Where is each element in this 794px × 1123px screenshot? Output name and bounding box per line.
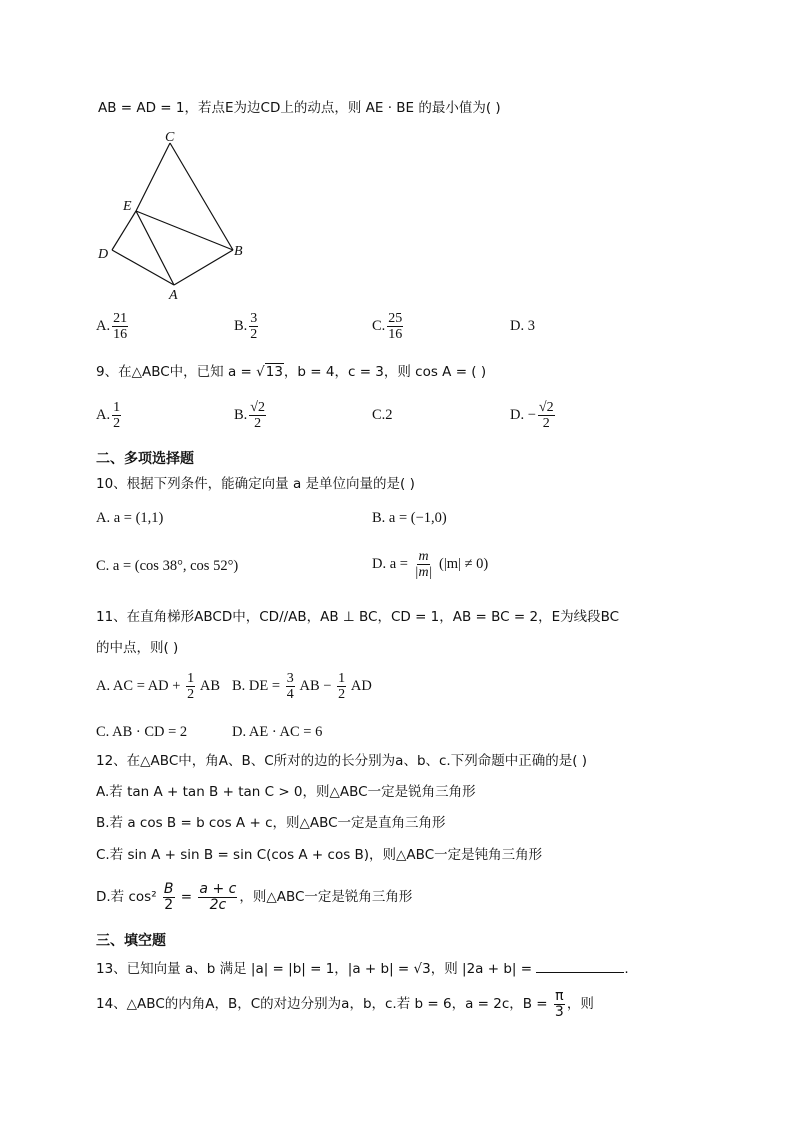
label-A: A [169,288,178,303]
q10-option-a: A. a = (1,1) [96,510,164,526]
q8-option-b: B. $\frac{3}{2}$ [234,311,258,343]
q8-stem: AB = AD = 1，若点E为边CD上的动点，则 AE · BE 的最小值为( ) [98,100,501,116]
q9-stem: 9、在△ABC中，已知 a = √13，b = 4，c = 3，则 cos A = ( ) [96,364,487,380]
edge-ED [112,211,136,250]
q12-option-d: D.若 cos² $\frac{B}{2}$ = $\frac{a + c}{2c}$ ，则△ABC一定是锐角三角形 [96,880,413,913]
q11-option-c: C. AB · CD = 2 [96,724,188,740]
edge-CB [170,143,233,250]
q10-stem: 10、根据下列条件，能确定向量 a 是单位向量的是( ) [96,476,415,492]
q10-option-d: D. a = $\frac{m}{|m|}$ (|m| ≠ 0) [372,549,489,581]
q14-stem: 14、△ABC的内角A，B，C的对边分别为a，b，c.若 b = 6，a = 2c，B = $\frac{\pi}{3}$ ，则 [96,987,594,1020]
q8-option-c: C. $\frac{25}{16}$ [372,311,403,343]
label-D: D [98,247,109,262]
q11-option-b: B. DE = $\frac{3}{4}$ AB − $\frac{1}{2}$ AD [232,671,372,703]
q10-option-c: C. a = (cos 38°, cos 52°) [96,558,239,574]
q13-answer-blank[interactable] [536,958,624,973]
label-E: E [123,199,132,214]
section-3-heading: 三、填空题 [96,933,166,949]
section-2-heading: 二、多项选择题 [96,451,194,467]
q12-option-c: C.若 sin A + sin B = sin C(cos A + cos B)，则△ABC一定是钝角三角形 [96,847,543,863]
q11-option-a: A. AC = AD + $\frac{1}{2}$ AB [96,671,221,703]
triangle-figure [90,128,260,308]
q11-stem-line1: 11、在直角梯形ABCD中，CD//AB，AB ⊥ BC，CD = 1，AB = BC = 2，E为线段BC [96,609,620,625]
q12-option-b: B.若 a cos B = b cos A + c，则△ABC一定是直角三角形 [96,815,446,831]
edge-CE [136,143,170,211]
q8-option-d: D. 3 [510,318,535,334]
q12-option-a: A.若 tan A + tan B + tan C > 0，则△ABC一定是锐角三角形 [96,784,476,800]
edge-EB [136,211,233,250]
edge-AB [174,250,233,285]
q9-option-d: D. − $\frac{√2}{2}$ [510,400,554,432]
q9-option-b: B. $\frac{√2}{2}$ [234,400,265,432]
q13-stem: 13、已知向量 a、b 满足 |a| = |b| = 1，|a + b| = √3，则 |2a + b| = . [96,958,629,979]
q9-option-c: C.2 [372,407,393,423]
q8-option-a: A. $\frac{21}{16}$ [96,311,128,343]
q11-stem-line2: 的中点，则( ) [96,640,179,656]
q9-option-a: A. $\frac{1}{2}$ [96,400,121,432]
q10-option-b: B. a = (−1,0) [372,510,447,526]
label-B: B [234,244,243,259]
label-C: C [165,130,175,145]
q11-option-d: D. AE · AC = 6 [232,724,323,740]
q12-stem: 12、在△ABC中，角A、B、C所对的边的长分别为a、b、c.下列命题中正确的是( ) [96,753,588,769]
